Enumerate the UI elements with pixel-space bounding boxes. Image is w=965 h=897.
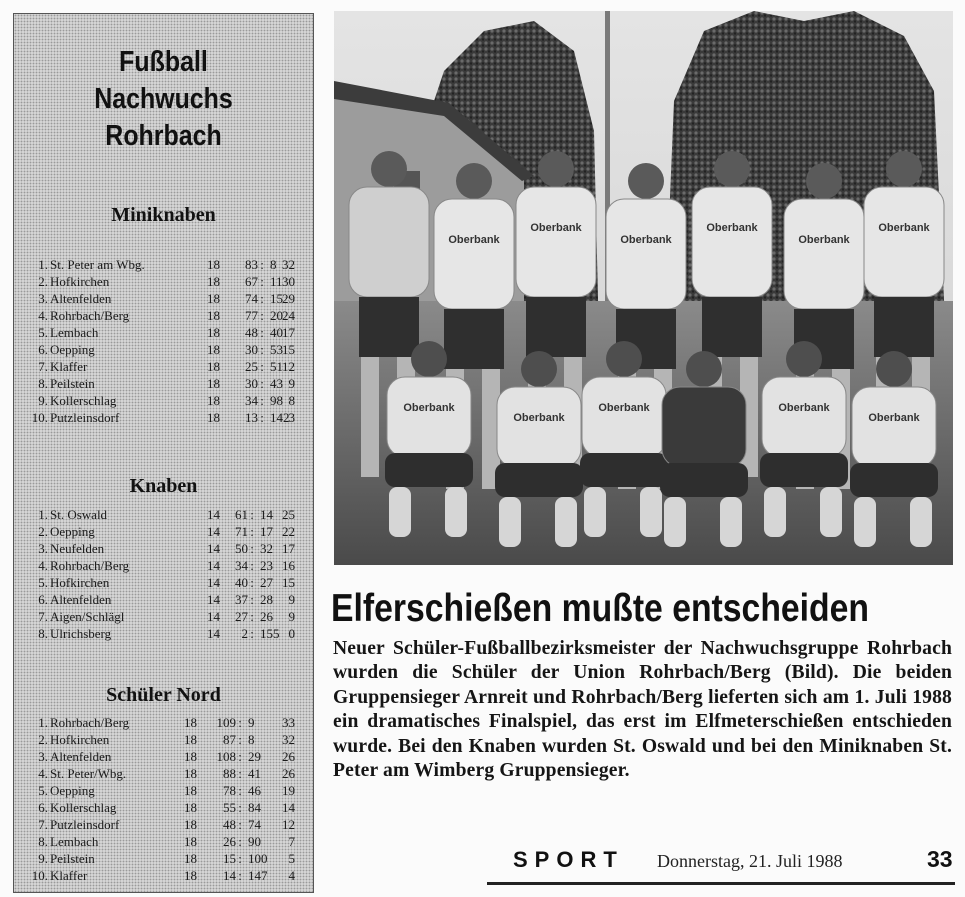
standings-row [14,591,313,608]
standings-goals-for: 30 [245,376,258,391]
standings-goals-for: 14 [223,868,236,883]
section-label: SPORT [513,847,624,872]
standings-team: Lembach [50,325,99,340]
standings-rank: 5. [38,575,48,590]
standings-points: 7 [288,834,295,849]
league-title-knaben: Knaben [129,475,198,497]
standings-goals-against: 23 [260,558,273,573]
standings-goals-against: 84 [248,800,261,815]
standings-games: 18 [184,868,197,883]
standings-team: Neufelden [50,541,105,556]
standings-goals-against: 74 [248,817,261,832]
standings-games: 18 [184,715,197,730]
standings-points: 33 [282,715,295,730]
standings-team: Altenfelden [50,592,112,607]
standings-row [14,748,313,765]
standings-team: Peilstein [50,376,95,391]
standings-rank: 1. [38,715,48,730]
standings-row [14,557,313,574]
standings-team: Putzleinsdorf [50,817,120,832]
standings-points: 5 [288,851,295,866]
standings-rank: 4. [38,308,48,323]
standings-rank: 3. [38,541,48,556]
standings-goals-separator: : [250,592,254,607]
standings-goals-separator: : [238,766,242,781]
page-number: 33 [927,846,953,872]
standings-goals-for: 71 [235,524,248,539]
standings-goals-for: 48 [245,325,258,340]
standings-goals-against: 90 [248,834,261,849]
standings-goals-against: 26 [260,609,273,624]
standings-goals-separator: : [260,274,264,289]
standings-goals-separator: : [260,308,264,323]
team-photo-illustration [334,11,953,565]
standings-goals-separator: : [238,749,242,764]
standings-team: Hofkirchen [50,274,110,289]
article-body: Neuer Schüler-Fußballbezirksmeister der Nachwuchsgruppe Rohrbach wurden die Schüler der Union Rohrbach/Berg (Bild). Die beiden Gruppensieger Arnreit und Rohrbach/Berg lieferten sich am 1. Juli 1988 ein dramatisches Finalspiel, das erst im Elfmeterschießen entschieden wurde. Bei den Knaben wurden St. Oswald und bei den Miniknaben St. Peter am Wimberg Gruppensieger. [333,638,952,782]
standings-goals-against: 98 [270,393,283,408]
standings-goals-separator: : [250,575,254,590]
standings-goals-separator: : [260,376,264,391]
standings-goals-separator: : [250,507,254,522]
standings-games: 18 [207,257,220,272]
league-title-miniknaben: Miniknaben [111,204,216,226]
shirt-sponsor-text: Oberbank [530,222,582,234]
team-photo [334,11,953,565]
standings-games: 18 [207,410,220,425]
standings-goals-for: 55 [223,800,236,815]
standings-rank: 10. [31,410,48,425]
standings-title-line: Nachwuchs [94,83,233,115]
standings-points: 12 [282,359,295,374]
standings-goals-separator: : [250,541,254,556]
standings-points: 17 [282,325,295,340]
standings-points: 26 [282,766,295,781]
issue-date: Donnerstag, 21. Juli 1988 [657,851,843,871]
standings-row [14,358,313,375]
standings-points: 17 [282,541,295,556]
standings-team: Aigen/Schlägl [50,609,125,624]
standings-row [14,290,313,307]
league-table-schueler-nord [14,714,313,884]
standings-row [14,273,313,290]
standings-points: 0 [288,626,295,641]
standings-team: Hofkirchen [50,575,110,590]
league-table-miniknaben [14,256,313,426]
standings-goals-for: 37 [235,592,248,607]
standings-goals-against: 28 [260,592,273,607]
shirt-sponsor-text: Oberbank [778,402,830,414]
standings-goals-separator: : [238,800,242,815]
standings-goals-separator: : [238,783,242,798]
standings-goals-against: 155 [260,626,280,641]
standings-goals-for: 34 [235,558,248,573]
standings-rank: 2. [38,524,48,539]
standings-rank: 2. [38,732,48,747]
standings-points: 22 [282,524,295,539]
standings-title [35,44,292,155]
shirt-sponsor-text: Oberbank [706,222,758,234]
standings-rank: 1. [38,257,48,272]
standings-goals-for: 74 [245,291,258,306]
standings-goals-for: 48 [223,817,236,832]
standings-points: 25 [282,507,295,522]
standings-points: 16 [282,558,295,573]
standings-goals-against: 53 [270,342,283,357]
standings-games: 18 [207,376,220,391]
standings-goals-for: 50 [235,541,248,556]
standings-points: 12 [282,817,295,832]
standings-goals-for: 87 [223,732,236,747]
standings-goals-separator: : [260,393,264,408]
standings-goals-for: 61 [235,507,248,522]
shirt-sponsor-text: Oberbank [878,222,930,234]
standings-row [14,850,313,867]
standings-goals-separator: : [250,609,254,624]
standings-games: 14 [207,575,220,590]
standings-row [14,765,313,782]
standings-row [14,307,313,324]
standings-title-line: Fußball [119,46,208,78]
standings-goals-separator: : [260,342,264,357]
standings-goals-against: 32 [260,541,273,556]
standings-row [14,714,313,731]
standings-goals-against: 46 [248,783,261,798]
standings-games: 18 [184,732,197,747]
standings-goals-separator: : [260,291,264,306]
standings-games: 18 [207,393,220,408]
league-table-knaben [14,506,313,642]
standings-rank: 1. [38,507,48,522]
standings-goals-separator: : [238,851,242,866]
standings-goals-against: 17 [260,524,273,539]
standings-goals-against: 41 [248,766,261,781]
shirt-sponsor-text: Oberbank [448,234,500,246]
standings-points: 30 [282,274,295,289]
standings-rank: 2. [38,274,48,289]
standings-points: 26 [282,749,295,764]
standings-row [14,540,313,557]
standings-row [14,409,313,426]
standings-games: 18 [184,834,197,849]
standings-rank: 8. [38,834,48,849]
standings-goals-separator: : [238,732,242,747]
standings-team: Oepping [50,342,95,357]
standings-team: Rohrbach/Berg [50,715,130,730]
standings-row [14,731,313,748]
standings-goals-against: 8 [248,732,255,747]
standings-goals-against: 29 [248,749,261,764]
standings-goals-separator: : [250,524,254,539]
standings-games: 14 [207,507,220,522]
standings-rank: 9. [38,393,48,408]
shirt-sponsor-text: Oberbank [598,402,650,414]
standings-rank: 7. [38,609,48,624]
standings-goals-separator: : [260,410,264,425]
standings-goals-separator: : [260,359,264,374]
shirt-sponsor-text: Oberbank [798,234,850,246]
shirt-sponsor-text: Oberbank [403,402,455,414]
standings-games: 14 [207,541,220,556]
standings-rank: 4. [38,766,48,781]
standings-team: St. Oswald [50,507,108,522]
standings-row [14,506,313,523]
standings-row [14,375,313,392]
standings-team: Kollerschlag [50,393,117,408]
standings-team: St. Peter am Wbg. [50,257,145,272]
shirt-sponsor-text: Oberbank [620,234,672,246]
standings-games: 14 [207,609,220,624]
standings-games: 18 [207,342,220,357]
standings-goals-against: 20 [270,308,283,323]
standings-goals-against: 51 [270,359,283,374]
footer-rule [487,882,955,885]
standings-goals-separator: : [238,715,242,730]
standings-goals-for: 15 [223,851,236,866]
standings-points: 9 [288,592,295,607]
standings-row [14,324,313,341]
standings-games: 18 [184,783,197,798]
standings-goals-against: 11 [270,274,283,289]
standings-rank: 6. [38,800,48,815]
standings-rank: 8. [38,376,48,391]
standings-goals-against: 40 [270,325,283,340]
standings-goals-for: 88 [223,766,236,781]
standings-points: 3 [288,410,295,425]
standings-row [14,608,313,625]
standings-points: 9 [288,376,295,391]
standings-team: Kollerschlag [50,800,117,815]
standings-rank: 10. [31,868,48,883]
standings-row [14,816,313,833]
standings-goals-for: 25 [245,359,258,374]
standings-points: 4 [288,868,295,883]
standings-rank: 7. [38,359,48,374]
standings-games: 14 [207,524,220,539]
standings-points: 32 [282,257,295,272]
standings-rank: 5. [38,325,48,340]
standings-goals-for: 83 [245,257,258,272]
standings-team: Oepping [50,524,95,539]
standings-row [14,574,313,591]
standings-games: 18 [207,308,220,323]
article-headline: Elferschießen mußte entscheiden [331,587,870,630]
standings-points: 15 [282,342,295,357]
standings-goals-for: 26 [223,834,236,849]
standings-title-line: Rohrbach [105,120,222,152]
standings-goals-for: 109 [216,715,236,730]
standings-games: 18 [184,851,197,866]
standings-team: Klaffer [50,868,88,883]
standings-games: 18 [184,749,197,764]
standings-goals-against: 27 [260,575,273,590]
standings-games: 18 [207,325,220,340]
standings-row [14,782,313,799]
standings-points: 9 [288,609,295,624]
standings-row [14,392,313,409]
standings-box [13,13,314,893]
standings-team: Lembach [50,834,99,849]
shirt-sponsor-text: Oberbank [868,412,920,424]
standings-games: 14 [207,592,220,607]
standings-goals-separator: : [260,325,264,340]
league-title-schueler-nord: Schüler Nord [106,684,221,706]
standings-goals-against: 9 [248,715,255,730]
standings-row [14,833,313,850]
standings-points: 19 [282,783,295,798]
standings-rank: 3. [38,291,48,306]
standings-points: 15 [282,575,295,590]
standings-rank: 4. [38,558,48,573]
standings-row [14,341,313,358]
standings-team: Klaffer [50,359,88,374]
standings-goals-for: 78 [223,783,236,798]
standings-goals-separator: : [238,868,242,883]
standings-rank: 6. [38,592,48,607]
standings-games: 18 [184,817,197,832]
standings-rank: 5. [38,783,48,798]
standings-row [14,867,313,884]
standings-games: 14 [207,558,220,573]
standings-rank: 9. [38,851,48,866]
standings-goals-separator: : [250,626,254,641]
standings-goals-for: 13 [245,410,258,425]
standings-team: Putzleinsdorf [50,410,120,425]
standings-row [14,799,313,816]
standings-goals-separator: : [260,257,264,272]
standings-team: Rohrbach/Berg [50,308,130,323]
standings-rank: 6. [38,342,48,357]
standings-goals-for: 34 [245,393,258,408]
standings-team: Altenfelden [50,291,112,306]
standings-goals-against: 15 [270,291,283,306]
standings-games: 18 [184,766,197,781]
standings-points: 29 [282,291,295,306]
standings-games: 18 [207,359,220,374]
standings-goals-against: 14 [260,507,273,522]
standings-goals-for: 67 [245,274,258,289]
standings-goals-against: 147 [248,868,268,883]
standings-goals-separator: : [238,834,242,849]
standings-team: Hofkirchen [50,732,110,747]
standings-rank: 3. [38,749,48,764]
standings-row [14,256,313,273]
standings-team: Peilstein [50,851,95,866]
standings-goals-against: 43 [270,376,283,391]
standings-points: 24 [282,308,295,323]
standings-goals-against: 8 [270,257,277,272]
standings-goals-for: 40 [235,575,248,590]
standings-team: Oepping [50,783,95,798]
standings-goals-separator: : [250,558,254,573]
standings-goals-separator: : [238,817,242,832]
standings-points: 14 [282,800,295,815]
standings-goals-for: 2 [241,626,248,641]
shirt-sponsor-text: Oberbank [513,412,565,424]
standings-goals-against: 100 [248,851,268,866]
standings-goals-for: 30 [245,342,258,357]
standings-goals-for: 77 [245,308,258,323]
standings-rank: 8. [38,626,48,641]
standings-points: 32 [282,732,295,747]
standings-row [14,523,313,540]
standings-team: Ulrichsberg [50,626,112,641]
standings-team: St. Peter/Wbg. [50,766,127,781]
standings-games: 18 [184,800,197,815]
standings-goals-for: 108 [216,749,236,764]
standings-team: Altenfelden [50,749,112,764]
standings-games: 18 [207,274,220,289]
standings-games: 14 [207,626,220,641]
standings-rank: 7. [38,817,48,832]
standings-row [14,625,313,642]
standings-team: Rohrbach/Berg [50,558,130,573]
standings-games: 18 [207,291,220,306]
standings-goals-against: 142 [270,410,290,425]
standings-points: 8 [288,393,295,408]
standings-goals-for: 27 [235,609,248,624]
